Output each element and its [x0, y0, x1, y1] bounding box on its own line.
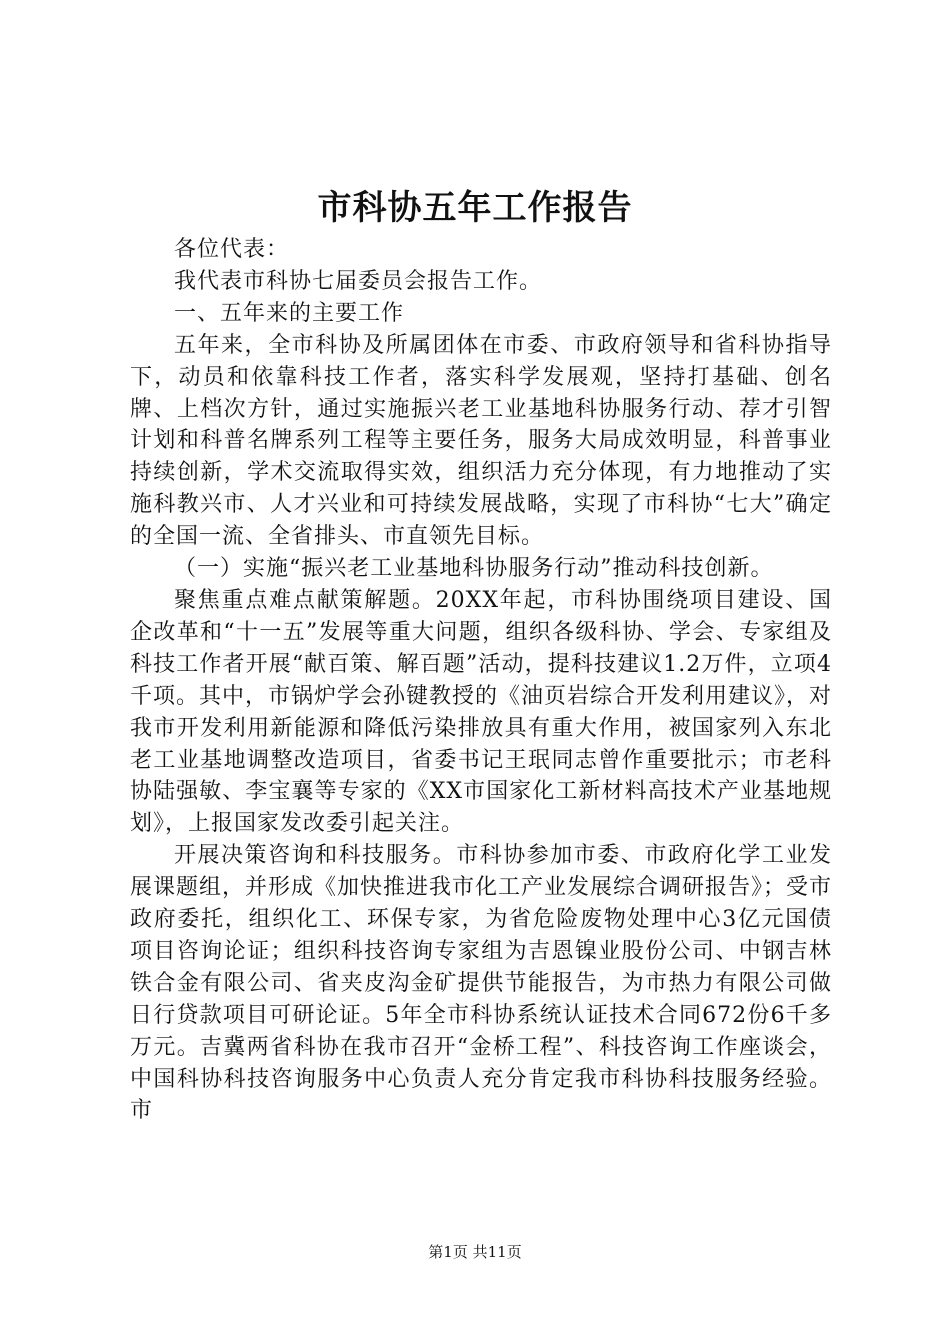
document-title: 市科协五年工作报告: [317, 188, 633, 228]
paragraph-intro: 我代表市科协七届委员会报告工作。: [174, 268, 543, 294]
page-number-footer: 第1页 共11页: [428, 1243, 522, 1261]
section-heading: 一、五年来的主要工作: [174, 300, 405, 326]
paragraph-salutation: 各位代表：: [174, 237, 290, 262]
paragraph-consulting: 开展决策咨询和科技服务。市科协参加市委、市政府化学工业发展课题组，并形成《加快推进我市化工产业发展综合调研报告》；受市政府委托，组织化工、环保专家，为省危险废物处理中心3亿元国债项目咨询论证；组织科技咨询专家组为吉恩镍业股份公司、中钢吉林铁合金有限公司、省夹皮沟金矿提供节能报告，为市热力有限公司做日行贷款项目可研论证。5年全市科协系统认证技术合同672份6千多万元。吉冀两省科协在我市召开“金桥工程”、科技咨询工作座谈会，中国科协科技咨询服务中心负责人充分肯定我市科协科技服务经验。市: [130, 843, 833, 1124]
document-body: [130, 234, 832, 1127]
subsection-heading: （一）实施“振兴老工业基地科协服务行动”推动科技创新。: [174, 556, 774, 582]
paragraph-summary: 五年来，全市科协及所属团体在市委、市政府领导和省科协指导下，动员和依靠科技工作者，落实科学发展观，坚持打基础、创名牌、上档次方针，通过实施振兴老工业基地科协服务行动、荐才引智计划和科普名牌系列工程等主要任务，服务大局成效明显，科普事业持续创新，学术交流取得实效，组织活力充分体现，有力地推动了实施科教兴市、人才兴业和可持续发展战略，实现了市科协“七大”确定的全国一流、全省排头、市直领先目标。: [130, 332, 832, 550]
paragraph-focus: 聚焦重点难点献策解题。20XX年起，市科协围绕项目建设、国企改革和“十一五”发展等重大问题，组织各级科协、学会、专家组及科技工作者开展“献百策、解百题”活动，提科技建议1.2万件，立项4千项。其中，市锅炉学会孙键教授的《油页岩综合开发利用建议》，对我市开发利用新能源和降低污染排放具有重大作用，被国家列入东北老工业基地调整改造项目，省委书记王珉同志曾作重要批示；市老科协陆强敏、李宝襄等专家的《XX市国家化工新材料高技术产业基地规划》，上报国家发改委引起关注。: [130, 587, 833, 837]
